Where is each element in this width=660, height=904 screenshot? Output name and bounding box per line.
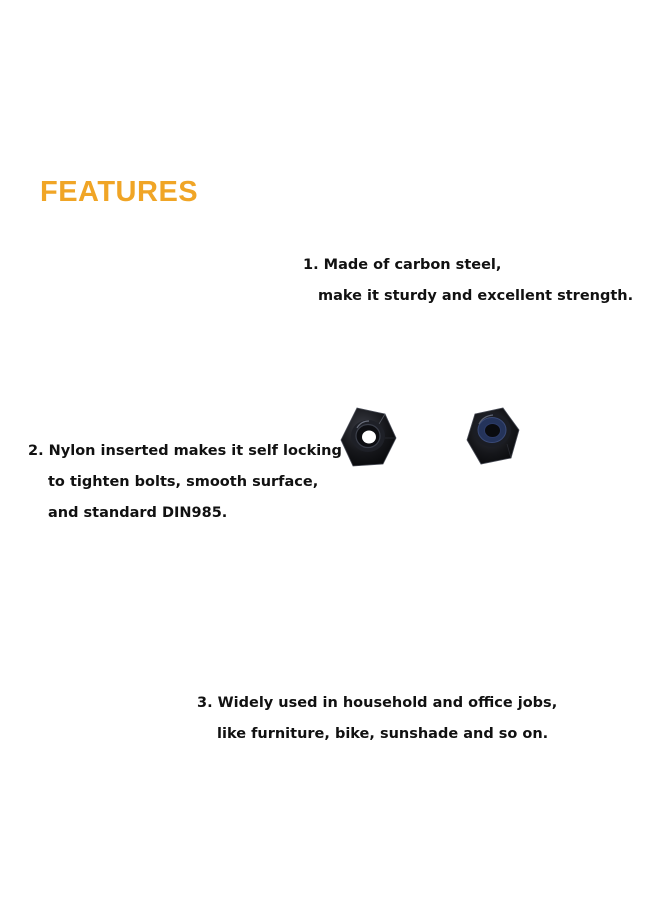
feature-1	[303, 250, 633, 312]
hex-nylon-lock-nut-icon	[463, 404, 521, 472]
feature-1-line-1: 1. Made of carbon steel,	[303, 257, 502, 273]
features-title: FEATURES	[40, 176, 199, 208]
feature-1-line-2: make it sturdy and excellent strength.	[318, 288, 634, 304]
feature-2-line-1: 2. Nylon inserted makes it self locking	[28, 443, 342, 459]
feature-3-line-1: 3. Widely used in household and office jobs,	[197, 695, 558, 711]
hex-nylon-lock-nut-icon	[339, 406, 397, 474]
feature-2	[28, 436, 342, 529]
feature-2-line-2: to tighten bolts, smooth surface,	[48, 474, 319, 490]
feature-2-line-3: and standard DIN985.	[48, 505, 228, 521]
feature-3	[197, 688, 557, 750]
feature-3-line-2: like furniture, bike, sunshade and so on.	[217, 726, 549, 742]
